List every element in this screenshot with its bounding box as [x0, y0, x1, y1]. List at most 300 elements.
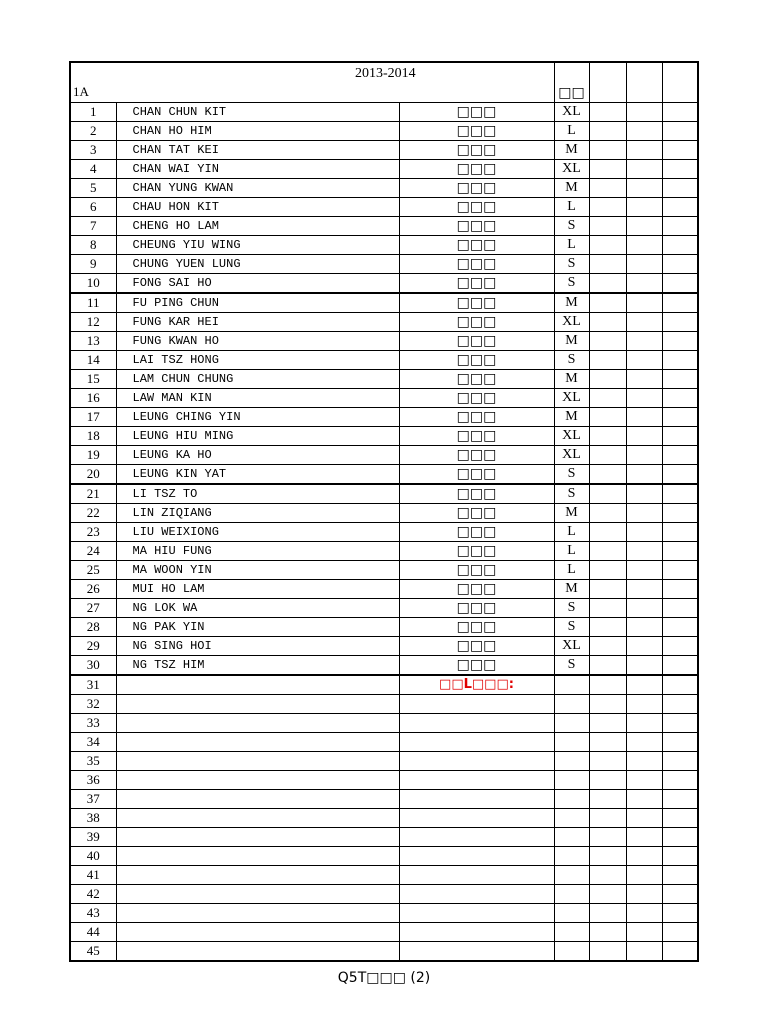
table-row [70, 103, 698, 122]
chinese-name: □□□ [399, 580, 554, 599]
row-number: 30 [70, 656, 116, 676]
chinese-name [399, 809, 554, 828]
blank-cell [662, 561, 698, 580]
blank-cell [626, 236, 662, 255]
chinese-name: □□□ [399, 103, 554, 122]
blank-cell [662, 695, 698, 714]
blank-cell [662, 733, 698, 752]
student-name: NG TSZ HIM [116, 656, 399, 676]
blank-cell [626, 351, 662, 370]
chinese-name [399, 847, 554, 866]
shirt-size [554, 809, 589, 828]
shirt-size: S [554, 656, 589, 676]
blank-cell [589, 255, 626, 274]
student-name: CHEUNG YIU WING [116, 236, 399, 255]
shirt-size [554, 771, 589, 790]
blank-cell [626, 179, 662, 198]
row-number: 12 [70, 313, 116, 332]
shirt-size: L [554, 198, 589, 217]
blank-cell [589, 942, 626, 962]
row-number: 2 [70, 122, 116, 141]
row-number: 20 [70, 465, 116, 485]
blank-cell [626, 942, 662, 962]
blank-cell [589, 752, 626, 771]
chinese-name: □□□ [399, 179, 554, 198]
row-number: 37 [70, 790, 116, 809]
chinese-name: □□□ [399, 236, 554, 255]
student-name [116, 885, 399, 904]
blank-cell [662, 217, 698, 236]
chinese-name [399, 885, 554, 904]
shirt-size [554, 923, 589, 942]
note-text: □□L□□□: [399, 675, 554, 695]
blank-cell [589, 637, 626, 656]
student-name [116, 733, 399, 752]
blank-cell [662, 179, 698, 198]
blank-cell [626, 904, 662, 923]
shirt-size: M [554, 179, 589, 198]
chinese-name: □□□ [399, 217, 554, 236]
shirt-size: M [554, 293, 589, 313]
blank-cell [626, 370, 662, 389]
blank-cell [589, 389, 626, 408]
student-name [116, 752, 399, 771]
shirt-size [554, 847, 589, 866]
table-row [70, 389, 698, 408]
row-number: 27 [70, 599, 116, 618]
blank-cell [589, 332, 626, 351]
chinese-name [399, 771, 554, 790]
chinese-name [399, 828, 554, 847]
table-row [70, 160, 698, 179]
blank-cell [626, 637, 662, 656]
blank-cell [662, 504, 698, 523]
blank-cell [626, 427, 662, 446]
row-number: 39 [70, 828, 116, 847]
student-name: MA HIU FUNG [116, 542, 399, 561]
blank-cell [589, 828, 626, 847]
row-number: 22 [70, 504, 116, 523]
row-number: 13 [70, 332, 116, 351]
table-row [70, 274, 698, 294]
table-row [70, 255, 698, 274]
student-name: CHAN WAI YIN [116, 160, 399, 179]
blank-cell [662, 255, 698, 274]
row-number: 18 [70, 427, 116, 446]
shirt-size [554, 675, 589, 695]
table-row [70, 179, 698, 198]
chinese-name: □□□ [399, 351, 554, 370]
shirt-size [554, 695, 589, 714]
blank-cell [626, 313, 662, 332]
blank-cell [626, 599, 662, 618]
student-name [116, 809, 399, 828]
table-row [70, 370, 698, 389]
blank-cell [589, 103, 626, 122]
shirt-size: M [554, 141, 589, 160]
blank-cell [626, 141, 662, 160]
shirt-size [554, 866, 589, 885]
chinese-name: □□□ [399, 618, 554, 637]
shirt-size: L [554, 523, 589, 542]
shirt-size: L [554, 236, 589, 255]
blank-cell [662, 236, 698, 255]
row-number: 17 [70, 408, 116, 427]
table-row [70, 637, 698, 656]
row-number: 41 [70, 866, 116, 885]
blank-cell [662, 580, 698, 599]
blank-cell [662, 122, 698, 141]
table-row [70, 656, 698, 676]
shirt-size: S [554, 217, 589, 236]
table-row [70, 942, 698, 962]
blank-cell [626, 122, 662, 141]
shirt-size [554, 733, 589, 752]
row-number: 8 [70, 236, 116, 255]
blank-cell [662, 293, 698, 313]
blank-cell [662, 446, 698, 465]
student-name: LI TSZ TO [116, 484, 399, 504]
chinese-name: □□□ [399, 523, 554, 542]
table-row [70, 561, 698, 580]
chinese-name: □□□ [399, 408, 554, 427]
table-row [70, 923, 698, 942]
shirt-size: M [554, 504, 589, 523]
blank-cell [662, 790, 698, 809]
header-row [70, 62, 698, 103]
blank-cell [626, 255, 662, 274]
blank-cell [626, 389, 662, 408]
blank-cell [662, 771, 698, 790]
chinese-name [399, 923, 554, 942]
chinese-name: □□□ [399, 122, 554, 141]
blank-cell [662, 656, 698, 676]
shirt-size: M [554, 408, 589, 427]
student-name [116, 904, 399, 923]
shirt-size [554, 885, 589, 904]
row-number: 6 [70, 198, 116, 217]
blank-cell [662, 618, 698, 637]
chinese-name: □□□ [399, 446, 554, 465]
blank-cell [589, 618, 626, 637]
chinese-name: □□□ [399, 293, 554, 313]
table-row [70, 733, 698, 752]
blank-cell [626, 160, 662, 179]
table-row [70, 122, 698, 141]
shirt-size: S [554, 274, 589, 294]
blank-cell [589, 504, 626, 523]
row-number: 38 [70, 809, 116, 828]
blank-cell [589, 866, 626, 885]
shirt-size [554, 942, 589, 962]
table-row [70, 866, 698, 885]
blank-cell [626, 771, 662, 790]
student-name: NG LOK WA [116, 599, 399, 618]
student-name: LIU WEIXIONG [116, 523, 399, 542]
chinese-name: □□□ [399, 198, 554, 217]
blank-cell [662, 389, 698, 408]
shirt-size: S [554, 484, 589, 504]
blank-cell [662, 103, 698, 122]
blank-cell [626, 103, 662, 122]
shirt-size: L [554, 122, 589, 141]
chinese-name: □□□ [399, 255, 554, 274]
table-row [70, 675, 698, 695]
blank-cell [662, 637, 698, 656]
row-number: 28 [70, 618, 116, 637]
chinese-name: □□□ [399, 160, 554, 179]
blank-cell [626, 293, 662, 313]
chinese-name: □□□ [399, 542, 554, 561]
student-name: LEUNG CHING YIN [116, 408, 399, 427]
student-name: FONG SAI HO [116, 274, 399, 294]
shirt-size: L [554, 542, 589, 561]
chinese-name [399, 904, 554, 923]
header-title-cell [70, 62, 554, 103]
blank-cell [662, 332, 698, 351]
blank-cell [626, 274, 662, 294]
chinese-name [399, 790, 554, 809]
row-number: 11 [70, 293, 116, 313]
roster-table [69, 61, 699, 962]
student-name: CHAN CHUN KIT [116, 103, 399, 122]
shirt-size [554, 714, 589, 733]
blank-cell [589, 427, 626, 446]
row-number: 19 [70, 446, 116, 465]
table-row [70, 313, 698, 332]
blank-cell [626, 504, 662, 523]
blank-cell [662, 141, 698, 160]
table-row [70, 293, 698, 313]
blank-cell [662, 923, 698, 942]
blank-cell [626, 828, 662, 847]
table-row [70, 828, 698, 847]
blank-cell [589, 714, 626, 733]
blank-cell [626, 847, 662, 866]
blank-cell [589, 523, 626, 542]
blank-cell [589, 542, 626, 561]
table-row [70, 236, 698, 255]
blank-cell [662, 675, 698, 695]
table-row [70, 618, 698, 637]
blank-cell [589, 923, 626, 942]
blank-cell [589, 408, 626, 427]
blank-cell [589, 446, 626, 465]
blank-cell [589, 465, 626, 485]
table-row [70, 847, 698, 866]
shirt-size: XL [554, 313, 589, 332]
student-name: CHENG HO LAM [116, 217, 399, 236]
blank-cell [589, 904, 626, 923]
chinese-name [399, 695, 554, 714]
blank-cell [662, 484, 698, 504]
chinese-name [399, 866, 554, 885]
table-row [70, 542, 698, 561]
blank-cell [662, 847, 698, 866]
blank-cell [626, 752, 662, 771]
blank-cell [626, 656, 662, 676]
student-name: LAI TSZ HONG [116, 351, 399, 370]
sheet-footer: Q5T□□□ (2) [337, 970, 431, 986]
blank-cell [626, 465, 662, 485]
blank-cell [589, 351, 626, 370]
row-number: 36 [70, 771, 116, 790]
blank-header-cell [662, 62, 698, 103]
blank-cell [589, 771, 626, 790]
student-name [116, 828, 399, 847]
table-row [70, 580, 698, 599]
blank-cell [589, 274, 626, 294]
shirt-size [554, 790, 589, 809]
row-number: 24 [70, 542, 116, 561]
blank-cell [662, 465, 698, 485]
student-name [116, 866, 399, 885]
blank-cell [662, 523, 698, 542]
table-row [70, 332, 698, 351]
blank-cell [626, 714, 662, 733]
shirt-size: XL [554, 446, 589, 465]
row-number: 4 [70, 160, 116, 179]
blank-cell [589, 484, 626, 504]
blank-cell [662, 370, 698, 389]
row-number: 42 [70, 885, 116, 904]
blank-cell [626, 809, 662, 828]
row-number: 15 [70, 370, 116, 389]
chinese-name: □□□ [399, 370, 554, 389]
shirt-size [554, 828, 589, 847]
blank-cell [589, 141, 626, 160]
blank-cell [626, 523, 662, 542]
student-name [116, 790, 399, 809]
student-name: CHAN TAT KEI [116, 141, 399, 160]
table-row [70, 695, 698, 714]
blank-cell [626, 484, 662, 504]
shirt-size: S [554, 351, 589, 370]
shirt-size: S [554, 618, 589, 637]
chinese-name [399, 714, 554, 733]
shirt-size [554, 904, 589, 923]
student-name [116, 847, 399, 866]
table-row [70, 752, 698, 771]
shirt-size: XL [554, 427, 589, 446]
blank-cell [589, 217, 626, 236]
shirt-size: L [554, 561, 589, 580]
row-number: 3 [70, 141, 116, 160]
shirt-size: XL [554, 103, 589, 122]
blank-cell [626, 885, 662, 904]
student-name: FUNG KWAN HO [116, 332, 399, 351]
table-row [70, 809, 698, 828]
blank-cell [662, 542, 698, 561]
blank-cell [662, 809, 698, 828]
table-row [70, 217, 698, 236]
blank-cell [589, 198, 626, 217]
student-name [116, 675, 399, 695]
blank-cell [589, 160, 626, 179]
chinese-name: □□□ [399, 141, 554, 160]
table-row [70, 141, 698, 160]
table-row [70, 714, 698, 733]
student-name: LAW MAN KIN [116, 389, 399, 408]
blank-cell [589, 293, 626, 313]
blank-header-cell [589, 62, 626, 103]
blank-cell [662, 904, 698, 923]
blank-cell [662, 160, 698, 179]
row-number: 14 [70, 351, 116, 370]
student-name: LEUNG KA HO [116, 446, 399, 465]
table-row [70, 351, 698, 370]
blank-cell [662, 408, 698, 427]
row-number: 21 [70, 484, 116, 504]
blank-cell [662, 274, 698, 294]
student-name: MA WOON YIN [116, 561, 399, 580]
blank-cell [589, 847, 626, 866]
student-name: CHUNG YUEN LUNG [116, 255, 399, 274]
blank-cell [662, 313, 698, 332]
blank-cell [589, 580, 626, 599]
blank-cell [589, 561, 626, 580]
chinese-name: □□□ [399, 484, 554, 504]
table-row [70, 771, 698, 790]
student-name: LEUNG KIN YAT [116, 465, 399, 485]
blank-cell [626, 618, 662, 637]
blank-cell [589, 790, 626, 809]
shirt-size: M [554, 580, 589, 599]
chinese-name: □□□ [399, 465, 554, 485]
blank-cell [626, 866, 662, 885]
blank-cell [589, 675, 626, 695]
blank-cell [589, 733, 626, 752]
table-row [70, 446, 698, 465]
chinese-name: □□□ [399, 656, 554, 676]
blank-cell [626, 790, 662, 809]
blank-cell [626, 408, 662, 427]
blank-cell [589, 885, 626, 904]
blank-cell [589, 122, 626, 141]
chinese-name: □□□ [399, 637, 554, 656]
blank-cell [626, 695, 662, 714]
size-column-header: □□ [554, 62, 589, 103]
chinese-name: □□□ [399, 389, 554, 408]
table-row [70, 408, 698, 427]
student-name [116, 942, 399, 962]
student-name: CHAN HO HIM [116, 122, 399, 141]
shirt-size: S [554, 599, 589, 618]
blank-cell [626, 332, 662, 351]
shirt-size: S [554, 465, 589, 485]
table-row [70, 885, 698, 904]
row-number: 31 [70, 675, 116, 695]
table-row [70, 523, 698, 542]
blank-cell [626, 580, 662, 599]
blank-cell [589, 313, 626, 332]
student-name [116, 695, 399, 714]
blank-cell [662, 942, 698, 962]
row-number: 29 [70, 637, 116, 656]
row-number: 35 [70, 752, 116, 771]
row-number: 34 [70, 733, 116, 752]
row-number: 40 [70, 847, 116, 866]
row-number: 33 [70, 714, 116, 733]
blank-cell [589, 809, 626, 828]
student-name: FUNG KAR HEI [116, 313, 399, 332]
student-name: LIN ZIQIANG [116, 504, 399, 523]
row-number: 1 [70, 103, 116, 122]
student-name: LEUNG HIU MING [116, 427, 399, 446]
blank-cell [626, 733, 662, 752]
blank-cell [626, 923, 662, 942]
blank-cell [662, 714, 698, 733]
